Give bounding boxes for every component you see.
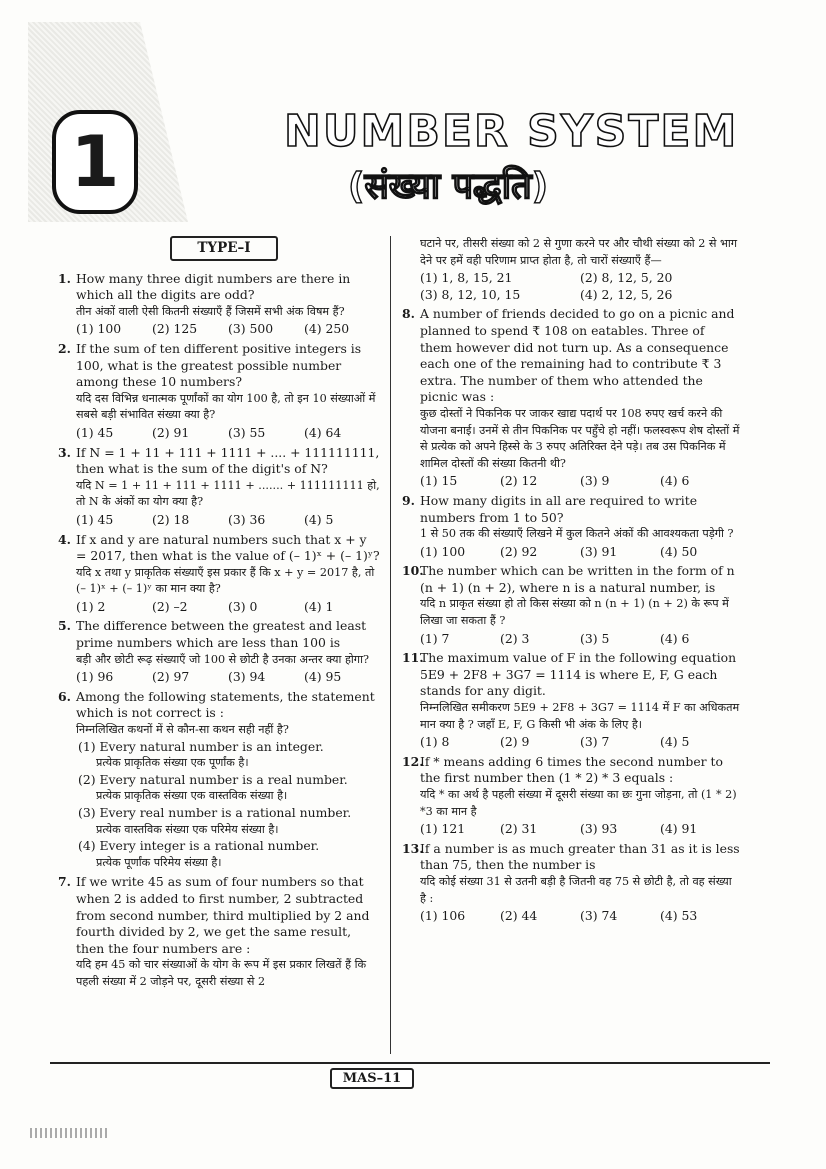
statement: (3) Every real number is a rational number. [78, 805, 352, 820]
question-english: If x and y are natural numbers such that x + y = 2017, then what is the value of (– 1)ˣ + (– 1)ʸ? [76, 531, 380, 564]
options [76, 512, 380, 529]
statement: (1) Every natural number is an integer. [78, 738, 324, 754]
option: (2) 91 [152, 424, 190, 440]
question-item [402, 650, 740, 751]
question-item [402, 754, 740, 838]
question-number: 8. [402, 306, 415, 322]
question-item [58, 341, 380, 442]
question-english: If N = 1 + 11 + 111 + 1111 + .... + 111111111, then what is the sum of the digit's of N? [76, 444, 380, 477]
scan-mark [30, 1128, 110, 1138]
question-english: A number of friends decided to go on a picnic and planned to spend ₹ 108 on eatables. Three of them however did not turn up. As a consequence each one of the remaining had to contribute ₹ 3 extra. The number of them who attended the picnic was : [420, 306, 735, 405]
question-list-left [58, 271, 380, 991]
question-item [58, 271, 380, 338]
question-hindi: यदि कोई संख्या 31 से उतनी बड़ी है जितनी वह 75 से छोटी है, तो वह संख्या है : [420, 874, 732, 905]
option: (3) 0 [228, 598, 258, 614]
option: (1) 45 [76, 511, 114, 527]
question-item [58, 532, 380, 616]
page-subtitle: (संख्या पद्धति) [348, 166, 549, 207]
question-hindi: यदि N = 1 + 11 + 111 + 1111 + ....... + 111111111 हो, तो N के अंकों का योग क्या है? [76, 478, 380, 509]
statement-hindi: प्रत्येक प्राकृतिक संख्या एक पूर्णांक है। [96, 756, 249, 770]
options [420, 473, 740, 490]
question-hindi: यदि दस विभिन्न धनात्मक पूर्णांकों का योग 100 है, तो इन 10 संख्याओं में सबसे बड़ी संभावित संख्या क्या है? [76, 391, 376, 422]
question-item [402, 493, 740, 560]
option: (1) 2 [76, 598, 106, 614]
question-hindi: यदि x तथा y प्राकृतिक संख्याएँ इस प्रकार हैं कि x + y = 2017 है, तो (– 1)ˣ + (– 1)ʸ का मान क्या है? [76, 565, 375, 596]
option: (2) 3 [500, 630, 530, 646]
question-hindi: यदि * का अर्थ है पहली संख्या में दूसरी संख्या का छः गुना जोड़ना, तो (1 * 2) *3 का मान है [420, 788, 737, 818]
options [76, 599, 380, 616]
question-hindi: तीन अंकों वाली ऐसी कितनी संख्याएँ हैं जिसमें सभी अंक विषम हैं? [76, 304, 345, 318]
option: (3) 94 [228, 669, 266, 685]
option: (4) 6 [660, 473, 690, 489]
option: (2) 9 [500, 734, 530, 750]
option: (2) 125 [152, 321, 198, 337]
question-english: If a number is as much greater than 31 as it is less than 75, then the number is [420, 840, 740, 873]
option: (1) 100 [420, 543, 466, 559]
question-item [58, 445, 380, 529]
question-number: 9. [402, 492, 415, 508]
statement-hindi: प्रत्येक वास्तविक संख्या एक परिमेय संख्या है। [96, 822, 279, 836]
question-number: 5. [58, 618, 71, 634]
option: (3) 9 [580, 473, 610, 489]
option: (2) 44 [500, 908, 538, 924]
right-column [402, 236, 740, 928]
options [420, 908, 740, 925]
option: (2) 97 [152, 669, 190, 685]
options [76, 425, 380, 442]
question-item [58, 874, 380, 990]
options [420, 270, 740, 303]
option: (3) 7 [580, 734, 610, 750]
question-hindi: बड़ी और छोटी रूढ़ संख्याएँ जो 100 से छोटी है उनका अन्तर क्या होगा? [76, 652, 369, 666]
option: (3) 5 [580, 630, 610, 646]
option: (1) 15 [420, 473, 458, 489]
option: (3) 55 [228, 424, 266, 440]
option: (1) 45 [76, 424, 114, 440]
question-item [402, 306, 740, 490]
question-hindi: यदि n प्राकृत संख्या हो तो किस संख्या को n (n + 1) (n + 2) के रूप में लिखा जा सकता हैं ? [420, 597, 729, 628]
question-list-right [402, 306, 740, 924]
question-item [58, 689, 380, 872]
option: (3) 93 [580, 821, 618, 837]
option: (4) 6 [660, 630, 690, 646]
page-number: MAS–11 [330, 1068, 414, 1089]
question-hindi: निम्नलिखित समीकरण 5E9 + 2F8 + 3G7 = 1114 में F का अधिकतम मान क्या है ? जहाँ E, F, G किसी भी अंक के लिए है। [420, 701, 740, 731]
question-number: 6. [58, 688, 71, 704]
question-number: 11. [402, 650, 424, 666]
option: (3) 36 [228, 511, 266, 527]
option: (1) 106 [420, 908, 466, 924]
option: (3) 8, 12, 10, 15 [420, 286, 521, 302]
question-number: 7. [58, 874, 71, 890]
option: (4) 95 [304, 669, 342, 685]
option: (2) 92 [500, 543, 538, 559]
statement: (4) Every integer is a rational number. [78, 838, 320, 854]
option: (4) 53 [660, 908, 698, 924]
option: (3) 91 [580, 543, 618, 559]
question-english: The number which can be written in the form of n (n + 1) (n + 2), where n is a natural number, is [420, 563, 735, 595]
column-divider [390, 236, 391, 1054]
option: (2) 8, 12, 5, 20 [580, 270, 673, 286]
question-hindi: कुछ दोस्तों ने पिकनिक पर जाकर खाद्य पदार्थ पर 108 रुपए खर्च करने की योजना बनाई। उनमें से तीन पिकनिक पर पहुँचे हो नहीं। फलस्वरूप शेष दोस्तों में से प्रत्येक को अपने हिस्से के 3 रुपए अतिरिक्त देने पड़े। तब उस पिकनिक में शामिल दोस्तों की संख्या कितनी थी? [420, 406, 740, 470]
page-title: NUMBER SYSTEM [284, 106, 739, 157]
option: (1) 7 [420, 630, 450, 646]
question-hindi: निम्नलिखित कथनों में से कौन-सा कथन सही नहीं है? [76, 723, 289, 737]
options [420, 821, 740, 838]
options [420, 734, 740, 751]
left-column [58, 236, 380, 994]
option: (1) 1, 8, 15, 21 [420, 270, 513, 286]
question-number: 3. [58, 444, 71, 460]
option: (4) 64 [304, 424, 342, 440]
chapter-number: 1 [52, 110, 138, 214]
option: (1) 96 [76, 669, 114, 685]
option: (4) 1 [304, 598, 334, 614]
question-number: 13. [402, 840, 424, 856]
options [420, 631, 740, 648]
option: (2) 31 [500, 821, 538, 837]
option: (2) 18 [152, 511, 190, 527]
statement-hindi: प्रत्येक प्राकृतिक संख्या एक वास्तविक संख्या है। [96, 789, 288, 803]
question-english: If the sum of ten different positive integers is 100, what is the greatest possible number among these 10 numbers? [76, 340, 362, 390]
question-item [58, 618, 380, 685]
option: (4) 250 [304, 321, 350, 337]
option: (4) 5 [660, 734, 690, 750]
question-number: 2. [58, 340, 71, 356]
question-7-continued [402, 236, 740, 303]
option: (1) 121 [420, 821, 466, 837]
option: (4) 91 [660, 821, 698, 837]
question-english: How many digits in all are required to write numbers from 1 to 50? [420, 492, 698, 525]
option: (1) 8 [420, 734, 450, 750]
question-item [402, 563, 740, 647]
question-hindi: 1 से 50 तक की संख्याएँ लिखने में कुल कितने अंकों की आवश्यकता पड़ेगी ? [420, 527, 734, 541]
question-hindi: यदि हम 45 को चार संख्याओं के योग के रूप में इस प्रकार लिखतें हैं कि पहली संख्या में 2 जोड़ने पर, दूसरी संख्या से 2 [76, 958, 367, 988]
statement-hindi: प्रत्येक पूर्णांक परिमेय संख्या है। [96, 855, 222, 869]
question-number: 4. [58, 531, 71, 547]
question-hindi: घटाने पर, तीसरी संख्या को 2 से गुणा करने पर और चौथी संख्या को 2 से भाग देने पर हमें वही परिणाम प्राप्त होता है, तो चारों संख्याएँ हैं— [420, 237, 738, 267]
question-number: 12. [402, 753, 424, 769]
options [420, 544, 740, 561]
question-number: 1. [58, 270, 71, 286]
question-number: 10. [402, 563, 424, 579]
type-label: TYPE–I [170, 236, 278, 261]
options [76, 669, 380, 686]
options [76, 321, 380, 338]
option: (1) 100 [76, 321, 122, 337]
option: (4) 5 [304, 511, 334, 527]
option: (4) 50 [660, 543, 698, 559]
option: (3) 74 [580, 908, 618, 924]
option: (2) 12 [500, 473, 538, 489]
question-english: If * means adding 6 times the second number to the first number then (1 * 2) * 3 equals : [420, 753, 723, 786]
statement: (2) Every natural number is a real number. [78, 771, 348, 787]
option: (3) 500 [228, 321, 274, 337]
question-english: How many three digit numbers are there in which all the digits are odd? [76, 270, 351, 303]
option: (4) 2, 12, 5, 26 [580, 286, 673, 302]
question-english: If we write 45 as sum of four numbers so that when 2 is added to first number, 2 subtracted from second number, third multiplied by 2 and fourth divided by 2, we get the same result, then the four numbers are : [76, 874, 370, 956]
question-item [402, 841, 740, 925]
option: (2) –2 [152, 598, 188, 614]
question-english: Among the following statements, the statement which is not correct is : [76, 688, 375, 721]
footer-rule [50, 1062, 770, 1064]
question-english: The maximum value of F in the following equation 5E9 + 2F8 + 3G7 = 1114 is where E, F, G each stands for any digit. [420, 650, 737, 699]
question-english: The difference between the greatest and least prime numbers which are less than 100 is [76, 618, 367, 651]
